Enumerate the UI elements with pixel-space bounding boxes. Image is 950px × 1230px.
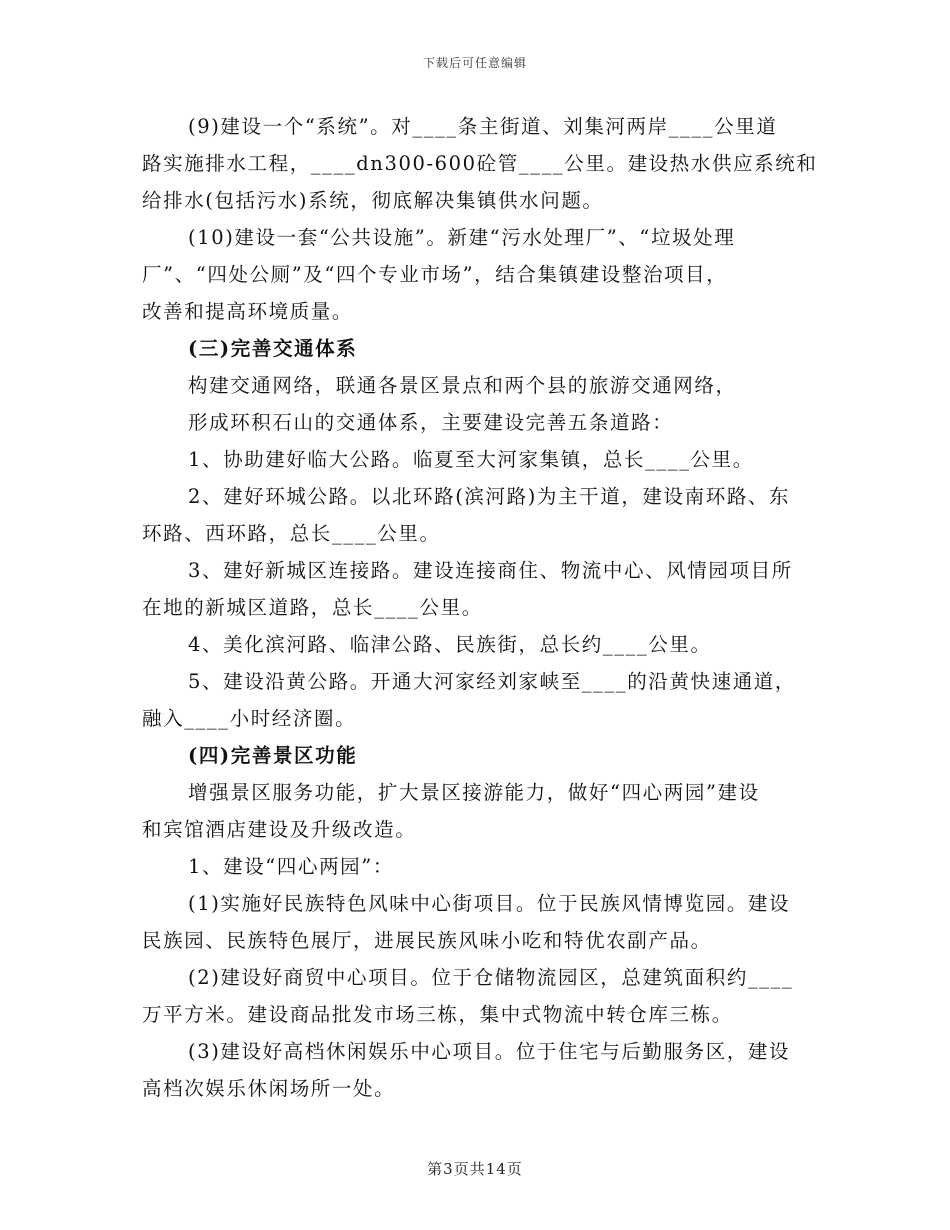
text-line: 环路、西环路，总长____公里。	[142, 522, 441, 545]
text-line: (9)建设一个“系统”。对____条主街道、刘集河两岸____公里道	[188, 115, 778, 138]
text-line: 路实施排水工程，____dn300-600砼管____公里。建设热水供应系统和	[142, 152, 818, 175]
text-line: 形成环积石山的交通体系，主要建设完善五条道路：	[188, 411, 674, 434]
text-line: 4、美化滨河路、临津公路、民族街，总长约____公里。	[188, 633, 712, 656]
text-line: 增强景区服务功能，扩大景区接游能力，做好“四心两园”建设	[188, 781, 760, 804]
text-line: 高档次娱乐休闲场所一处。	[142, 1077, 396, 1100]
text-line: 5、建设沿黄公路。开通大河家经刘家峡至____的沿黄快速通道，	[188, 670, 797, 693]
page-number: 第3页共14页	[427, 1160, 523, 1178]
section-heading: (三)完善交通体系	[188, 337, 358, 360]
text-line: 融入____小时经济圈。	[142, 707, 357, 730]
text-line: 1、协助建好临大公路。临夏至大河家集镇，总长____公里。	[188, 448, 754, 471]
text-line: 在地的新城区道路，总长____公里。	[142, 596, 483, 619]
text-line: (2)建设好商贸中心项目。位于仓储物流园区，总建筑面积约____	[188, 966, 794, 989]
text-line: 改善和提高环境质量。	[142, 300, 354, 323]
text-line: 民族园、民族特色展厅，进展民族风味小吃和特优农副产品。	[142, 929, 712, 952]
section-heading: (四)完善景区功能	[188, 744, 358, 767]
text-line: 万平方米。建设商品批发市场三栋，集中式物流中转仓库三栋。	[142, 1003, 733, 1026]
page-header: 下载后可任意编辑	[422, 56, 527, 70]
text-line: (3)建设好高档休闲娱乐中心项目。位于住宅与后勤服务区，建设	[188, 1040, 791, 1063]
text-line: (10)建设一套“公共设施”。新建“污水处理厂”、“垃圾处理	[188, 226, 736, 249]
text-line: 构建交通网络，联通各景区景点和两个县的旅游交通网络，	[188, 374, 737, 397]
text-line: 和宾馆酒店建设及升级改造。	[142, 818, 417, 841]
text-line: 3、建好新城区连接路。建设连接商住、物流中心、风情园项目所	[188, 559, 793, 582]
text-line: 给排水(包括污水)系统，彻底解决集镇供水问题。	[142, 189, 604, 212]
text-line: 厂”、“四处公厕”及“四个专业市场”，结合集镇建设整治项目，	[142, 263, 728, 286]
text-line: 2、建好环城公路。以北环路(滨河路)为主干道，建设南环路、东	[188, 485, 791, 508]
text-line: 1、建设“四心两园”：	[188, 855, 394, 878]
text-line: (1)实施好民族特色风味中心街项目。位于民族风情博览园。建设	[188, 892, 791, 915]
document-body	[142, 108, 818, 1107]
